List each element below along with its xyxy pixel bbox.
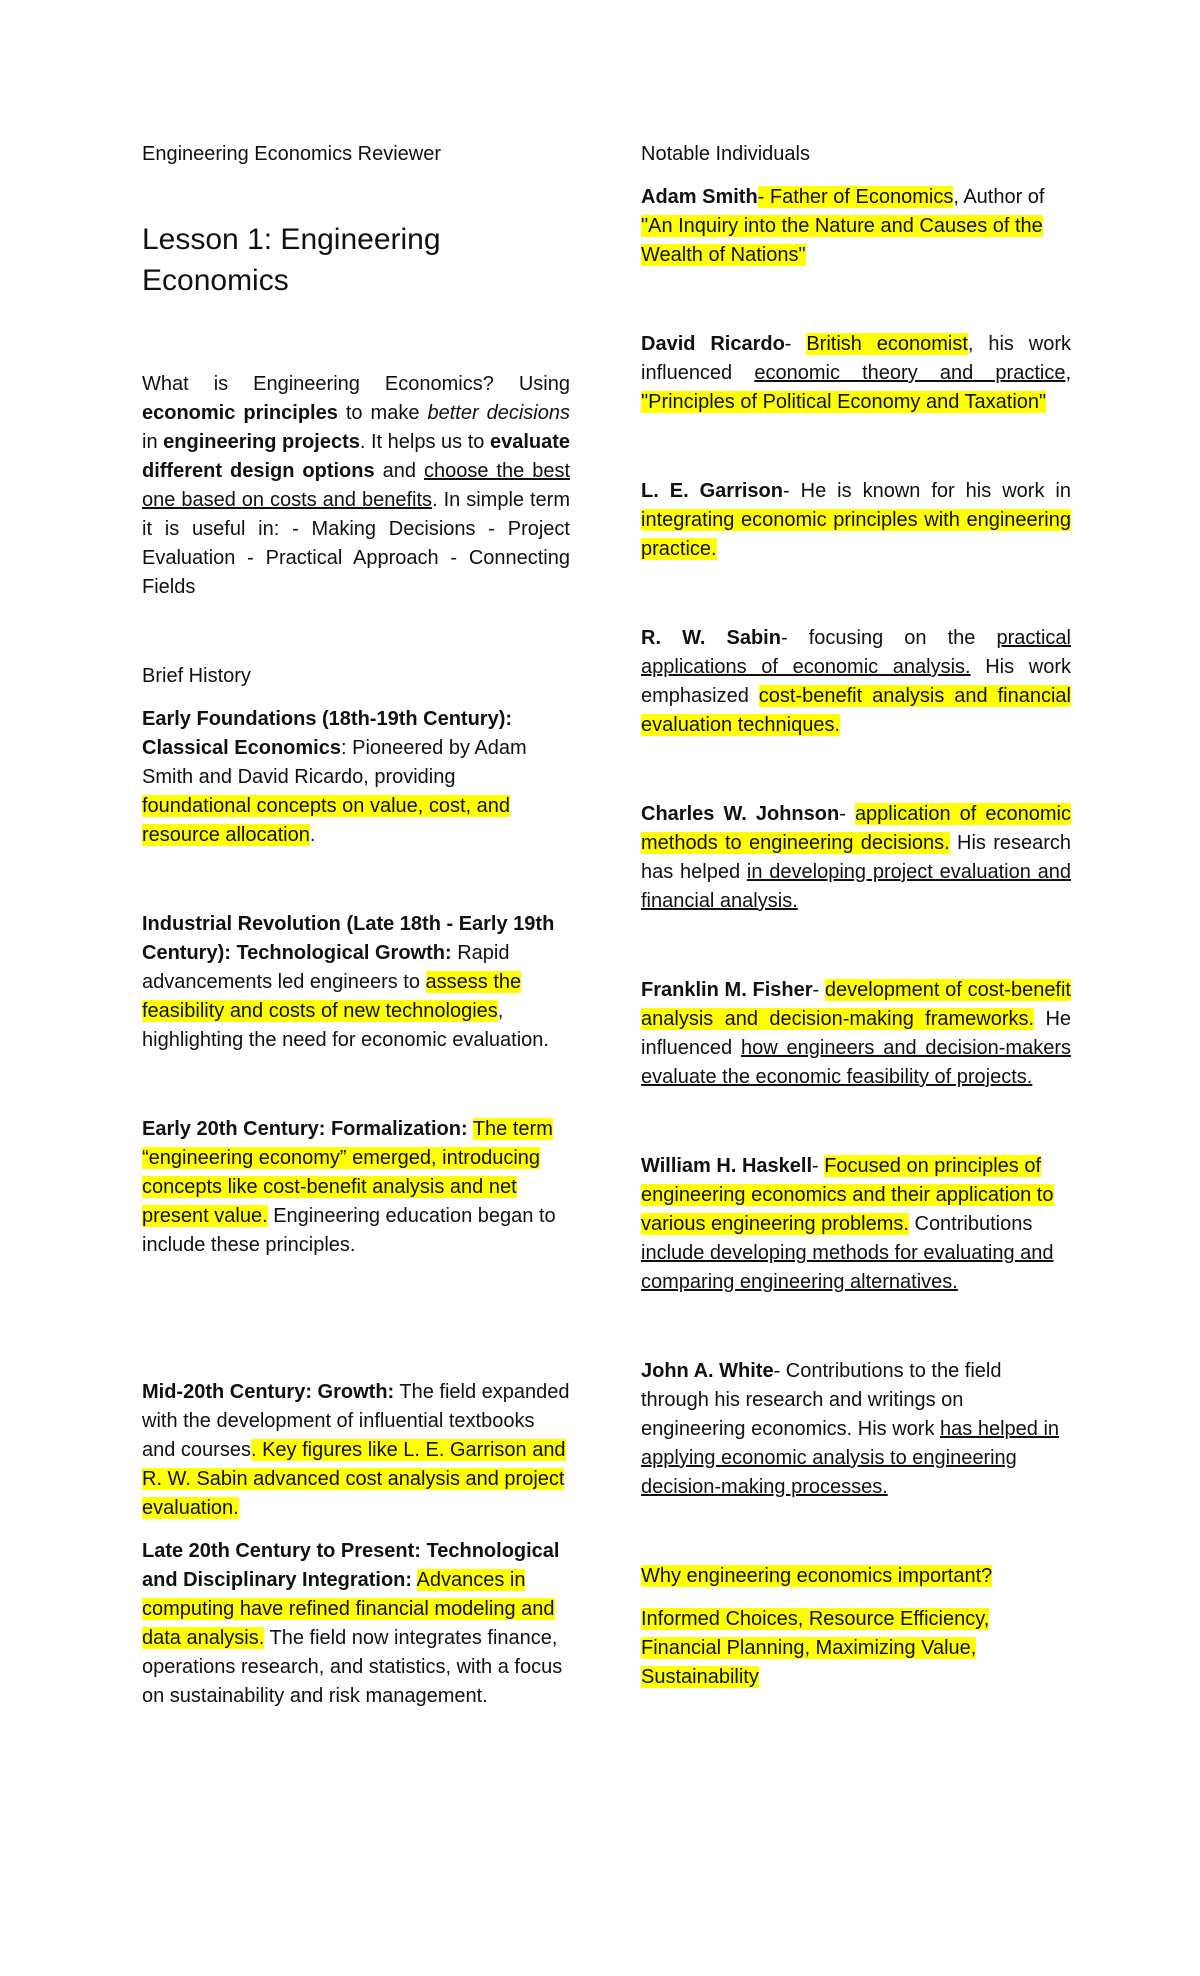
person-name: Adam Smith: [641, 186, 758, 208]
person-highlight: integrating economic principles with engineering practice.: [641, 509, 1071, 560]
document-title: Engineering Economics Reviewer: [142, 143, 442, 165]
history-bold-label: Early 20th Century: Formalization:: [142, 1118, 468, 1140]
person-name: R. W. Sabin: [641, 627, 781, 649]
left-column: [142, 140, 570, 1711]
intro-text: . In simple term it is useful in: - Making Decisions - Project Evaluation - Practical Approach - Connecting Fields: [142, 489, 570, 598]
intro-bold-evaluate-options: evaluate different design options: [142, 431, 571, 482]
history-text: Rapid advancements led engineers to: [142, 942, 510, 993]
intro-text: What is Engineering Economics? Using: [142, 373, 570, 395]
intro-underline-choose-best: choose the best one based on costs and benefits: [142, 460, 571, 511]
brief-history-heading: Brief History: [142, 665, 251, 687]
person-underline: in developing project evaluation and financial analysis.: [641, 861, 1071, 912]
person-name: Charles W. Johnson: [641, 803, 840, 825]
history-early-foundations: [142, 705, 570, 850]
lesson-title: Lesson 1: Engineering Economics: [142, 223, 441, 297]
history-text: The field now integrates finance, operations research, and statistics, with a focus on sustainability and risk management.: [142, 1627, 563, 1707]
person-rw-sabin: [641, 624, 1071, 740]
person-underline: how engineers and decision-makers evaluate the economic feasibility of projects.: [641, 1037, 1071, 1088]
person-text: , Author of: [953, 186, 1045, 208]
person-text: -: [812, 979, 825, 1001]
person-text: - focusing on the: [780, 627, 997, 649]
history-mid-century: [142, 1378, 570, 1523]
why-question-highlight: Why engineering economics important?: [641, 1565, 993, 1587]
person-highlight: "An Inquiry into the Nature and Causes of the Wealth of Nations": [641, 215, 1043, 266]
person-david-ricardo: [641, 330, 1071, 417]
person-text: -: [812, 1155, 825, 1177]
notable-individuals-heading: Notable Individuals: [641, 143, 810, 165]
person-highlight: - Father of Economics: [757, 186, 954, 208]
history-late-century: [142, 1537, 570, 1711]
history-formalization: [142, 1115, 570, 1260]
history-bold-label: Mid-20th Century: Growth:: [142, 1381, 395, 1403]
person-charles-johnson: [641, 800, 1071, 916]
history-highlight: Advances in computing have refined financial modeling and data analysis.: [142, 1569, 555, 1649]
person-john-white: [641, 1357, 1071, 1502]
history-highlight: assess the feasibility and costs of new technologies: [142, 971, 522, 1022]
person-text: - He is known for his work in: [782, 480, 1071, 502]
person-text: He influenced: [641, 1008, 1072, 1059]
why-important-question: [641, 1562, 1071, 1591]
why-answer-highlight: Informed Choices, Resource Efficiency, Financial Planning, Maximizing Value, Sustainability: [641, 1608, 990, 1688]
person-franklin-fisher: [641, 976, 1071, 1092]
right-column: [641, 140, 1071, 1692]
history-bold-label: Early Foundations (18th-19th Century): Classical Economics: [142, 708, 513, 759]
person-william-haskell: [641, 1152, 1071, 1297]
intro-italic-better-decisions: better decisions: [427, 402, 570, 424]
history-text: [412, 1569, 416, 1591]
history-bold-label: Late 20th Century to Present: Technological and Disciplinary Integration:: [142, 1540, 560, 1591]
history-highlight: foundational concepts on value, cost, and resource allocation: [142, 795, 511, 846]
person-text: His research has helped: [641, 832, 1072, 883]
person-name: L. E. Garrison: [641, 480, 783, 502]
person-highlight: Focused on principles of engineering economics and their application to various engineering problems.: [641, 1155, 1054, 1235]
intro-text: to make: [337, 402, 428, 424]
person-name: William H. Haskell: [641, 1155, 812, 1177]
history-bold-label: Industrial Revolution (Late 18th - Early 19th Century): Technological Growth:: [142, 913, 555, 964]
person-highlight: "Principles of Political Economy and Taxation": [641, 391, 1047, 413]
person-name: John A. White: [641, 1360, 774, 1382]
intro-text: . It helps us to: [359, 431, 490, 453]
history-text: .: [309, 824, 316, 846]
person-underline: economic theory and practice: [754, 362, 1066, 384]
person-adam-smith: [641, 183, 1071, 270]
intro-text: and: [374, 460, 424, 482]
history-text: : Pioneered by Adam Smith and David Ricardo, providing: [142, 737, 527, 788]
person-text: His work emphasized: [641, 656, 1071, 707]
person-text: Contributions: [908, 1213, 1033, 1235]
person-text: -: [839, 803, 855, 825]
person-text: -: [784, 333, 807, 355]
history-text: , highlighting the need for economic evaluation.: [142, 1000, 549, 1051]
person-le-garrison: [641, 477, 1071, 564]
person-name: Franklin M. Fisher: [641, 979, 813, 1001]
history-text: Engineering education began to include these principles.: [142, 1205, 556, 1256]
history-industrial-revolution: [142, 910, 570, 1055]
person-highlight: British economist: [806, 333, 968, 355]
person-underline: practical applications of economic analysis.: [641, 627, 1071, 678]
person-underline: include developing methods for evaluating and comparing engineering alternatives.: [641, 1242, 1054, 1293]
history-text: The field expanded with the development of influential textbooks and courses: [142, 1381, 570, 1461]
intro-paragraph: [142, 370, 570, 602]
person-highlight: development of cost-benefit analysis and decision-making frameworks.: [641, 979, 1071, 1030]
person-name: David Ricardo: [641, 333, 785, 355]
person-text: , his work influenced: [641, 333, 1072, 384]
person-text: ,: [1065, 362, 1071, 384]
history-highlight: . Key figures like L. E. Garrison and R. W. Sabin advanced cost analysis and project evaluation.: [142, 1439, 566, 1519]
person-highlight: cost-benefit analysis and financial evaluation techniques.: [641, 685, 1071, 736]
history-highlight: The term “engineering economy” emerged, introducing concepts like cost-benefit analysis and net present value.: [142, 1118, 553, 1227]
intro-bold-economic-principles: economic principles: [142, 402, 338, 424]
why-important-answer: [641, 1605, 1071, 1692]
intro-text: in: [142, 431, 164, 453]
person-text: - Contributions to the field through his research and writings on engineering economics. His work: [641, 1360, 1002, 1440]
person-highlight: application of economic methods to engineering decisions.: [641, 803, 1071, 854]
person-underline: has helped in applying economic analysis to engineering decision-making processes.: [641, 1418, 1060, 1498]
intro-bold-engineering-projects: engineering projects: [163, 431, 360, 453]
